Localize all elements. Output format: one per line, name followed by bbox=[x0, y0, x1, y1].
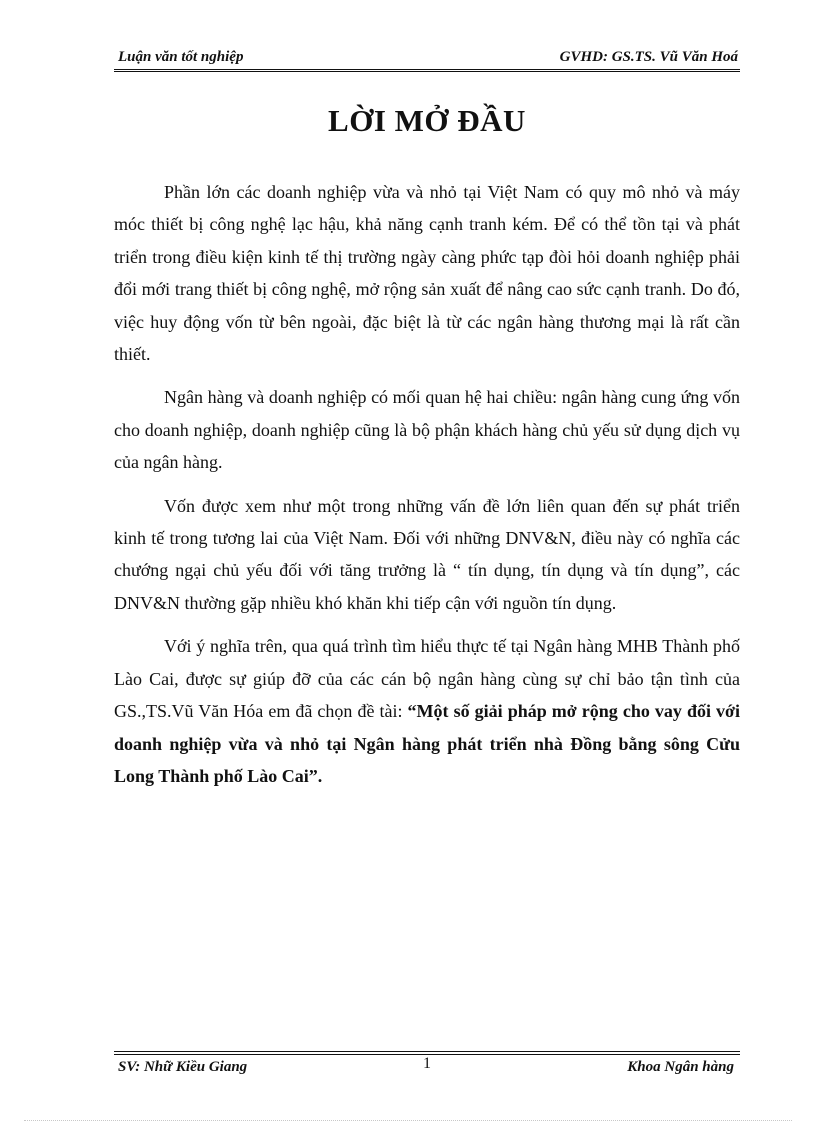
header-advisor-label: GVHD: GS.TS. Vũ Văn Hoá bbox=[559, 49, 738, 65]
footer-divider bbox=[114, 1051, 740, 1052]
page-header bbox=[114, 46, 740, 68]
footer-faculty-label: Khoa Ngân hàng bbox=[627, 1059, 734, 1075]
header-divider-secondary bbox=[114, 71, 740, 72]
paragraph-2: Ngân hàng và doanh nghiệp có mối quan hệ hai chiều: ngân hàng cung ứng vốn cho doanh nghiệp, doanh nghiệp cũng là bộ phận khách hàng chủ yếu sử dụng dịch vụ của ngân hàng. bbox=[114, 387, 740, 473]
page-footer bbox=[114, 1057, 740, 1079]
body-text bbox=[114, 176, 740, 803]
paragraph-4 bbox=[114, 630, 740, 792]
paragraph-1: Phần lớn các doanh nghiệp vừa và nhỏ tại Việt Nam có quy mô nhỏ và máy móc thiết bị công nghệ lạc hậu, khả năng cạnh tranh kém. Để có thể tồn tại và phát triển trong điều kiện kinh tế thị trường ngày càng phức tạp đòi hỏi doanh nghiệp phải đổi mới trang thiết bị công nghệ, mở rộng sản xuất để nâng cao sức cạnh tranh. Do đó, việc huy động vốn từ bên ngoài, đặc biệt là từ các ngân hàng thương mại là rất cần thiết. bbox=[114, 182, 740, 365]
page-title: LỜI MỞ ĐẦU bbox=[328, 103, 526, 138]
header-thesis-label: Luận văn tốt nghiệp bbox=[118, 49, 244, 65]
paragraph-3: Vốn được xem như một trong những vấn đề lớn liên quan đến sự phát triển kinh tế trong tương lai của Việt Nam. Đối với những DNV&N, điều này có nghĩa các chướng ngại chủ yếu đối với tăng trưởng là “ tín dụng, tín dụng và tín dụng”, các DNV&N thường gặp nhiều khó khăn khi tiếp cận với nguồn tín dụng. bbox=[114, 495, 740, 613]
thesis-topic: “Một số giải pháp mở rộng cho vay đối với doanh nghiệp vừa và nhỏ tại Ngân hàng phát triển nhà Đồng bằng sông Cửu Long Thành phố Lào Cai”. bbox=[114, 701, 740, 786]
footer-student-label: SV: Nhữ Kiều Giang bbox=[118, 1059, 248, 1075]
paragraph-4-intro: Với ý nghĩa trên, qua quá trình tìm hiểu thực tế tại Ngân hàng MHB Thành phố Lào Cai, được sự giúp đỡ của các cán bộ ngân hàng cùng sự chỉ bảo tận tình của GS.,TS.Vũ Văn Hóa em đã chọn đề tài: bbox=[114, 636, 740, 722]
page-bottom-border bbox=[24, 1120, 792, 1121]
header-divider bbox=[114, 69, 740, 70]
page-number: 1 bbox=[423, 1055, 431, 1072]
